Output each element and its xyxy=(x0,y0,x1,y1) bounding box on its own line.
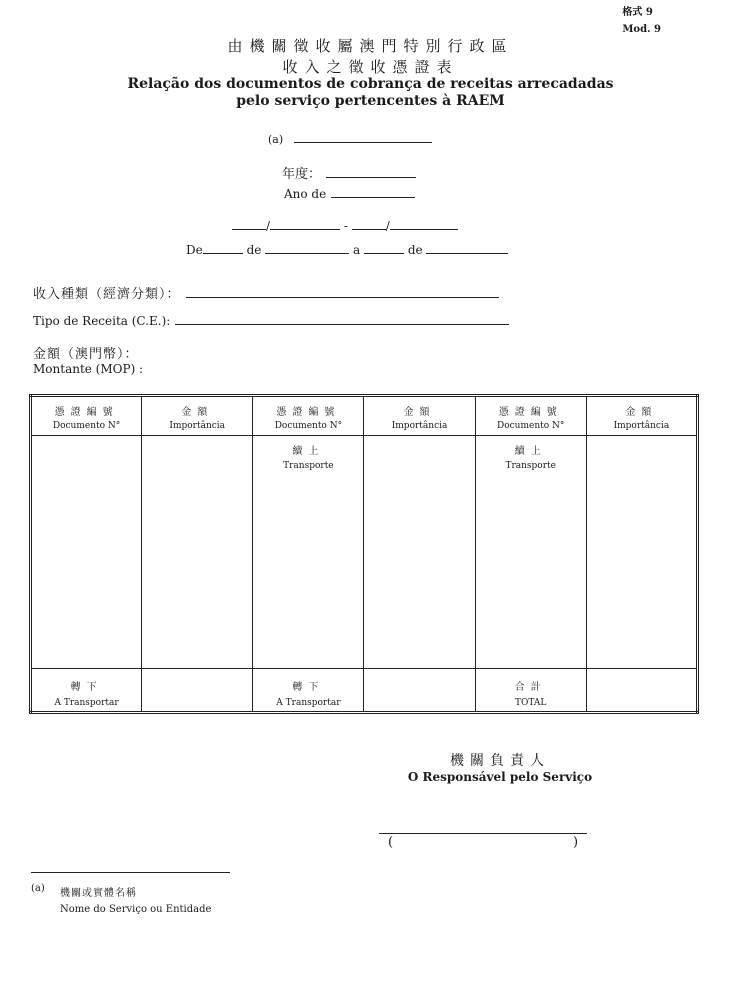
date-sep-slash-1: / xyxy=(266,219,271,233)
date-sep-dash: - xyxy=(343,219,348,233)
body-cell-amount-1[interactable] xyxy=(142,436,253,669)
carry-in-cn-2: 續上 xyxy=(292,446,325,458)
period-to-day-line[interactable] xyxy=(364,241,404,254)
carry-out-amount-2[interactable] xyxy=(364,668,475,712)
form-code-pt: Mod. 9 xyxy=(622,24,661,35)
period-de3-label: de xyxy=(407,243,423,257)
year-cn-label: 年度： xyxy=(282,167,322,182)
col-header-amount-1: 金額 Importância xyxy=(142,396,253,436)
signature-paren-close: ) xyxy=(573,835,579,850)
footnote-marker: (a) xyxy=(31,883,45,894)
period-a-label: a xyxy=(353,243,361,257)
signature-title-pt: O Responsável pelo Serviço xyxy=(407,770,593,784)
footnote-text-pt: Nome do Serviço ou Entidade xyxy=(60,904,212,915)
revenue-type-pt-label: Tipo de Receita (C.E.): xyxy=(33,314,171,328)
year-pt-label: Ano de xyxy=(284,187,327,201)
period-from-day-line[interactable] xyxy=(203,241,243,254)
col-header-amount-2: 金額 Importância xyxy=(364,396,475,436)
table-body-row xyxy=(31,436,698,669)
date-range-lines xyxy=(232,217,458,233)
body-cell-amount-3[interactable] xyxy=(586,436,697,669)
amount-cn-label: 金額（澳門幣）： xyxy=(33,347,139,362)
carry-out-label-2: 轉下 A Transportar xyxy=(253,668,364,712)
date-from-month-line[interactable] xyxy=(270,217,340,230)
title-cn-line-1: 由機關徵收屬澳門特別行政區 xyxy=(227,37,514,55)
revenue-type-pt-field xyxy=(33,310,509,329)
revenue-type-cn-input-line[interactable] xyxy=(186,285,499,298)
year-pt-field xyxy=(284,183,415,202)
col-header-doc-1: 憑證編號 Documento N° xyxy=(31,396,142,436)
entity-field xyxy=(268,128,432,147)
period-de2-label: de xyxy=(246,243,262,257)
date-to-month-line[interactable] xyxy=(390,217,458,230)
title-pt-line-2: pelo serviço pertencentes à RAEM xyxy=(236,93,505,109)
title-pt-line-1: Relação dos documentos de cobrança de receitas arrecadadas xyxy=(127,76,614,92)
year-pt-input-line[interactable] xyxy=(331,185,415,198)
col-header-amount-3: 金額 Importância xyxy=(586,396,697,436)
body-cell-doc-1[interactable] xyxy=(31,436,142,669)
year-cn-input-line[interactable] xyxy=(326,165,416,178)
period-to-month-line[interactable] xyxy=(426,241,508,254)
signature-line[interactable] xyxy=(379,833,587,834)
date-sep-slash-2: / xyxy=(385,219,390,233)
period-from-month-line[interactable] xyxy=(265,241,349,254)
period-field xyxy=(186,241,508,257)
form-code xyxy=(622,4,661,38)
carry-in-cn-3: 續上 xyxy=(514,446,547,458)
revenue-type-cn-label: 收入種類（經濟分類）： xyxy=(33,287,181,302)
documents-table xyxy=(29,394,699,714)
amount-pt-label: Montante (MOP) : xyxy=(33,362,144,376)
revenue-type-cn-field xyxy=(33,283,499,302)
body-cell-doc-3[interactable] xyxy=(475,436,586,669)
table-header-row xyxy=(31,396,698,436)
form-code-cn: 格式 9 xyxy=(622,7,653,18)
carry-out-amount-1[interactable] xyxy=(142,668,253,712)
col-header-doc-3: 憑證編號 Documento N° xyxy=(475,396,586,436)
body-cell-amount-2[interactable] xyxy=(364,436,475,669)
title-cn-line-2: 收入之徵收憑證表 xyxy=(282,58,459,76)
col-header-doc-2: 憑證編號 Documento N° xyxy=(253,396,364,436)
entity-marker: (a) xyxy=(268,133,284,146)
date-from-day-line[interactable] xyxy=(232,217,266,230)
signature-paren-open: ( xyxy=(388,835,394,850)
total-amount[interactable] xyxy=(586,668,697,712)
period-de-label: De xyxy=(186,243,203,257)
revenue-type-pt-input-line[interactable] xyxy=(175,312,509,325)
signature-title-cn: 機關負責人 xyxy=(450,753,550,769)
table-footer-row xyxy=(31,668,698,712)
carry-out-label-1: 轉下 A Transportar xyxy=(31,668,142,712)
footnote-rule xyxy=(31,872,230,873)
body-cell-doc-2[interactable] xyxy=(253,436,364,669)
carry-in-pt-2: Transporte xyxy=(283,461,334,472)
footnote-text-cn: 機關或實體名稱 xyxy=(60,888,137,899)
entity-input-line[interactable] xyxy=(294,130,432,143)
carry-in-pt-3: Transporte xyxy=(505,461,556,472)
year-cn-field xyxy=(282,163,416,182)
total-label: 合計 TOTAL xyxy=(475,668,586,712)
date-to-day-line[interactable] xyxy=(352,217,386,230)
